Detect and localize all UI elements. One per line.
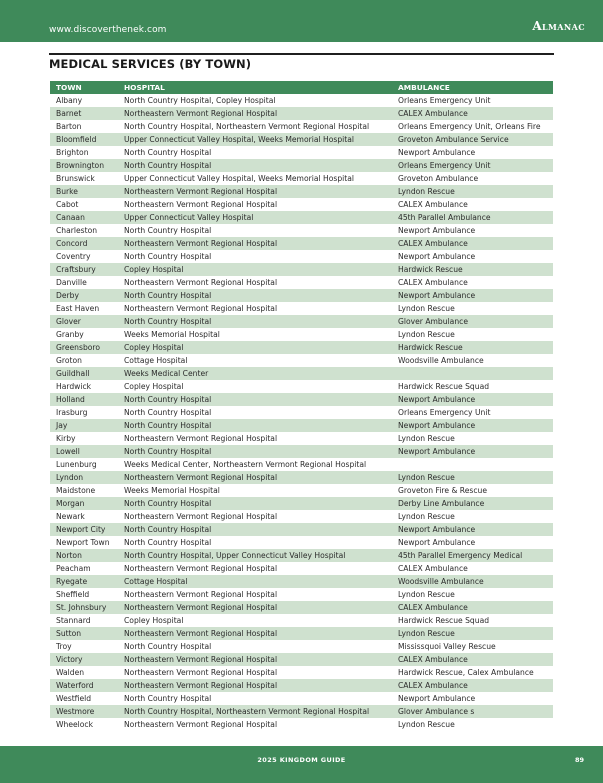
cell-hospital: Northeastern Vermont Regional Hospital [124, 564, 278, 573]
cell-hospital: North Country Hospital, Upper Connecticut Valley Hospital [118, 549, 392, 562]
cell-hospital: Cottage Hospital [124, 356, 188, 365]
cell-hospital: North Country Hospital [118, 159, 392, 172]
cell-ambulance: Lyndon Rescue [398, 512, 455, 521]
cell-town: Holland [50, 393, 118, 406]
cell-ambulance: Hardwick Rescue [392, 341, 553, 354]
cell-hospital: North Country Hospital [124, 642, 212, 651]
cell-town: Danville [56, 278, 87, 287]
cell-town: Lyndon [50, 471, 118, 484]
table-row [50, 185, 553, 198]
cell-hospital: North Country Hospital [124, 226, 212, 235]
cell-ambulance: Newport Ambulance [398, 226, 476, 235]
top-banner [0, 0, 603, 42]
cell-town: Hardwick [56, 382, 92, 391]
guide-title: 2025 KINGDOM GUIDE [257, 756, 346, 764]
cell-ambulance: Newport Ambulance [398, 148, 476, 157]
cell-ambulance [392, 458, 553, 471]
cell-town: Brunswick [56, 174, 95, 183]
cell-hospital: Weeks Memorial Hospital [124, 330, 220, 339]
column-header-town: TOWN [50, 81, 118, 94]
table-row [50, 575, 553, 588]
cell-hospital: Upper Connecticut Valley Hospital [118, 211, 392, 224]
cell-town: Barnet [50, 107, 118, 120]
cell-ambulance: Lyndon Rescue [398, 330, 455, 339]
cell-hospital: Northeastern Vermont Regional Hospital [124, 200, 278, 209]
cell-hospital: North Country Hospital, Northeastern Vermont Regional Hospital [118, 705, 392, 718]
cell-ambulance: Hardwick Rescue Squad [398, 616, 490, 625]
cell-town: Greensboro [50, 341, 118, 354]
cell-hospital: Weeks Memorial Hospital [124, 486, 220, 495]
cell-ambulance: CALEX Ambulance [398, 278, 468, 287]
cell-town: Brownington [50, 159, 118, 172]
cell-hospital: Northeastern Vermont Regional Hospital [118, 627, 392, 640]
cell-hospital: Copley Hospital [124, 382, 184, 391]
page-number: 89 [574, 756, 584, 764]
cell-hospital: Northeastern Vermont Regional Hospital [124, 512, 278, 521]
cell-town: Westmore [50, 705, 118, 718]
cell-hospital: North Country Hospital [118, 445, 392, 458]
cell-hospital: Northeastern Vermont Regional Hospital [124, 278, 278, 287]
cell-hospital: North Country Hospital [118, 393, 392, 406]
cell-ambulance: Orleans Emergency Unit [392, 159, 553, 172]
cell-ambulance: CALEX Ambulance [392, 107, 553, 120]
cell-ambulance: Orleans Emergency Unit [398, 408, 491, 417]
table-row [50, 406, 553, 419]
cell-ambulance: Lyndon Rescue [398, 434, 455, 443]
table-row [50, 289, 553, 302]
table-row [50, 94, 553, 107]
cell-ambulance: Newport Ambulance [392, 523, 553, 536]
cell-town: Albany [56, 96, 83, 105]
cell-town: Coventry [56, 252, 91, 261]
cell-hospital: Cottage Hospital [118, 575, 392, 588]
table-row [50, 120, 553, 133]
cell-town: Guildhall [50, 367, 118, 380]
cell-hospital: Northeastern Vermont Regional Hospital [118, 237, 392, 250]
cell-town: Troy [56, 642, 72, 651]
table-row [50, 536, 553, 549]
cell-hospital: Northeastern Vermont Regional Hospital [124, 720, 278, 729]
cell-hospital: Copley Hospital [124, 616, 184, 625]
cell-ambulance: Newport Ambulance [392, 393, 553, 406]
footer-banner [0, 746, 603, 783]
table-row [50, 419, 553, 432]
cell-ambulance: Lyndon Rescue [392, 471, 553, 484]
cell-ambulance: Woodsville Ambulance [392, 575, 553, 588]
cell-town: St. Johnsbury [50, 601, 118, 614]
cell-town: Charleston [56, 226, 98, 235]
table-row [50, 614, 553, 627]
cell-ambulance: Groveton Ambulance Service [392, 133, 553, 146]
cell-ambulance: Newport Ambulance [398, 252, 476, 261]
cell-hospital: Copley Hospital [118, 341, 392, 354]
cell-ambulance: Mississquoi Valley Rescue [398, 642, 496, 651]
cell-hospital: North Country Hospital [118, 497, 392, 510]
cell-hospital: Northeastern Vermont Regional Hospital [118, 679, 392, 692]
cell-ambulance: CALEX Ambulance [392, 237, 553, 250]
cell-town: Canaan [50, 211, 118, 224]
title-rule [49, 53, 554, 55]
cell-town: Sutton [50, 627, 118, 640]
cell-hospital: Northeastern Vermont Regional Hospital [118, 471, 392, 484]
table-row [50, 328, 553, 341]
cell-ambulance: Glover Ambulance s [392, 705, 553, 718]
cell-hospital: Weeks Medical Center [118, 367, 392, 380]
column-header-hospital: HOSPITAL [118, 81, 392, 94]
table-row [50, 601, 553, 614]
cell-hospital: Northeastern Vermont Regional Hospital [118, 107, 392, 120]
cell-ambulance: Derby Line Ambulance [392, 497, 553, 510]
cell-town: Walden [56, 668, 85, 677]
cell-town: Brighton [56, 148, 89, 157]
cell-town: Sheffield [56, 590, 90, 599]
table-row [50, 380, 553, 393]
cell-ambulance: Lyndon Rescue [398, 720, 455, 729]
cell-town: Craftsbury [50, 263, 118, 276]
cell-ambulance: Hardwick Rescue [392, 263, 553, 276]
almanac-brand: Almanac [532, 19, 585, 33]
table-row [50, 653, 553, 666]
cell-ambulance: Newport Ambulance [392, 289, 553, 302]
cell-ambulance: Glover Ambulance [392, 315, 553, 328]
cell-town: Burke [50, 185, 118, 198]
table-row [50, 159, 553, 172]
table-row [50, 263, 553, 276]
cell-ambulance: Lyndon Rescue [398, 590, 455, 599]
cell-ambulance: Newport Ambulance [392, 419, 553, 432]
cell-town: Westfield [56, 694, 92, 703]
cell-town: Derby [50, 289, 118, 302]
cell-town: Kirby [56, 434, 76, 443]
cell-ambulance: Woodsville Ambulance [398, 356, 484, 365]
table-row [50, 549, 553, 562]
cell-ambulance: Hardwick Rescue Squad [398, 382, 490, 391]
table-row [50, 484, 553, 497]
cell-hospital: Northeastern Vermont Regional Hospital [124, 304, 278, 313]
table-row [50, 198, 553, 211]
cell-town: Cabot [56, 200, 79, 209]
table-row [50, 588, 553, 601]
table-row [50, 393, 553, 406]
table-row [50, 211, 553, 224]
cell-town: Peacham [56, 564, 91, 573]
cell-hospital: Northeastern Vermont Regional Hospital [118, 185, 392, 198]
table-row [50, 302, 553, 315]
table-body [50, 94, 553, 731]
table-row [50, 172, 553, 185]
cell-town: Stannard [56, 616, 91, 625]
cell-hospital: Northeastern Vermont Regional Hospital [124, 434, 278, 443]
page-title: MEDICAL SERVICES (BY TOWN) [49, 57, 252, 71]
cell-ambulance: Lyndon Rescue [392, 185, 553, 198]
table-row [50, 666, 553, 679]
medical-services-table [50, 81, 553, 731]
cell-hospital: North Country Hospital [124, 408, 212, 417]
cell-town: Wheelock [56, 720, 93, 729]
table-row [50, 679, 553, 692]
cell-town: Waterford [50, 679, 118, 692]
cell-ambulance: Orleans Emergency Unit [398, 96, 491, 105]
cell-hospital: Upper Connecticut Valley Hospital, Weeks Memorial Hospital [118, 133, 392, 146]
cell-town: Morgan [50, 497, 118, 510]
site-url[interactable]: www.discoverthenek.com [49, 25, 167, 35]
table-row [50, 250, 553, 263]
cell-ambulance: CALEX Ambulance [392, 601, 553, 614]
table-row [50, 627, 553, 640]
cell-town: Victory [50, 653, 118, 666]
table-row [50, 367, 553, 380]
cell-hospital: Weeks Medical Center, Northeastern Vermont Regional Hospital [124, 460, 367, 469]
cell-hospital: Copley Hospital [118, 263, 392, 276]
cell-ambulance: Groveton Fire & Rescue [398, 486, 488, 495]
cell-ambulance: CALEX Ambulance [392, 653, 553, 666]
cell-hospital: North Country Hospital [124, 538, 212, 547]
cell-town: Barton [56, 122, 82, 131]
table-row [50, 341, 553, 354]
table-row [50, 445, 553, 458]
cell-ambulance: Newport Ambulance [398, 694, 476, 703]
cell-town: Lowell [50, 445, 118, 458]
cell-hospital: North Country Hospital [118, 289, 392, 302]
cell-ambulance: Lyndon Rescue [392, 627, 553, 640]
column-header-ambulance: AMBULANCE [392, 81, 553, 94]
cell-hospital: North Country Hospital [124, 694, 212, 703]
cell-town: Bloomfield [50, 133, 118, 146]
table-row [50, 107, 553, 120]
table-row [50, 640, 553, 653]
cell-town: Irasburg [56, 408, 88, 417]
cell-town: East Haven [56, 304, 100, 313]
cell-hospital: Northeastern Vermont Regional Hospital [124, 590, 278, 599]
cell-hospital: Upper Connecticut Valley Hospital, Weeks Memorial Hospital [124, 174, 354, 183]
table-row [50, 354, 553, 367]
cell-town: Maidstone [56, 486, 96, 495]
table-row [50, 718, 553, 731]
cell-hospital: North Country Hospital [124, 148, 212, 157]
cell-ambulance: CALEX Ambulance [398, 200, 468, 209]
cell-hospital: North Country Hospital [124, 252, 212, 261]
table-row [50, 458, 553, 471]
table-row [50, 237, 553, 250]
cell-ambulance: Orleans Emergency Unit, Orleans Fire [398, 122, 541, 131]
cell-ambulance: Groveton Ambulance [398, 174, 479, 183]
cell-hospital: Northeastern Vermont Regional Hospital [118, 601, 392, 614]
table-row [50, 315, 553, 328]
cell-town: Glover [50, 315, 118, 328]
cell-hospital: North Country Hospital, Copley Hospital [124, 96, 276, 105]
table-row [50, 146, 553, 159]
cell-town: Groton [56, 356, 82, 365]
cell-ambulance: Hardwick Rescue, Calex Ambulance [398, 668, 534, 677]
cell-ambulance: Newport Ambulance [392, 445, 553, 458]
table-row [50, 471, 553, 484]
cell-ambulance: 45th Parallel Emergency Medical [392, 549, 553, 562]
cell-hospital: North Country Hospital [118, 523, 392, 536]
table-row [50, 432, 553, 445]
cell-town: Concord [50, 237, 118, 250]
cell-town: Lunenburg [56, 460, 97, 469]
cell-hospital: Northeastern Vermont Regional Hospital [124, 668, 278, 677]
cell-hospital: North Country Hospital [118, 315, 392, 328]
cell-ambulance: CALEX Ambulance [392, 679, 553, 692]
table-row [50, 510, 553, 523]
cell-hospital: North Country Hospital, Northeastern Vermont Regional Hospital [124, 122, 370, 131]
cell-ambulance: Newport Ambulance [398, 538, 476, 547]
cell-town: Norton [50, 549, 118, 562]
cell-ambulance: Lyndon Rescue [398, 304, 455, 313]
cell-town: Jay [50, 419, 118, 432]
cell-hospital: North Country Hospital [118, 419, 392, 432]
table-row [50, 692, 553, 705]
table-header-row [50, 81, 553, 94]
table-row [50, 224, 553, 237]
cell-town: Newport Town [56, 538, 110, 547]
table-row [50, 276, 553, 289]
cell-town: Newark [56, 512, 85, 521]
table-row [50, 133, 553, 146]
cell-ambulance: CALEX Ambulance [398, 564, 468, 573]
cell-hospital: Northeastern Vermont Regional Hospital [118, 653, 392, 666]
cell-town: Granby [56, 330, 84, 339]
table-row [50, 523, 553, 536]
cell-ambulance: 45th Parallel Ambulance [392, 211, 553, 224]
cell-town: Ryegate [50, 575, 118, 588]
table-row [50, 562, 553, 575]
table-row [50, 705, 553, 718]
cell-ambulance [392, 367, 553, 380]
cell-town: Newport City [50, 523, 118, 536]
table-row [50, 497, 553, 510]
